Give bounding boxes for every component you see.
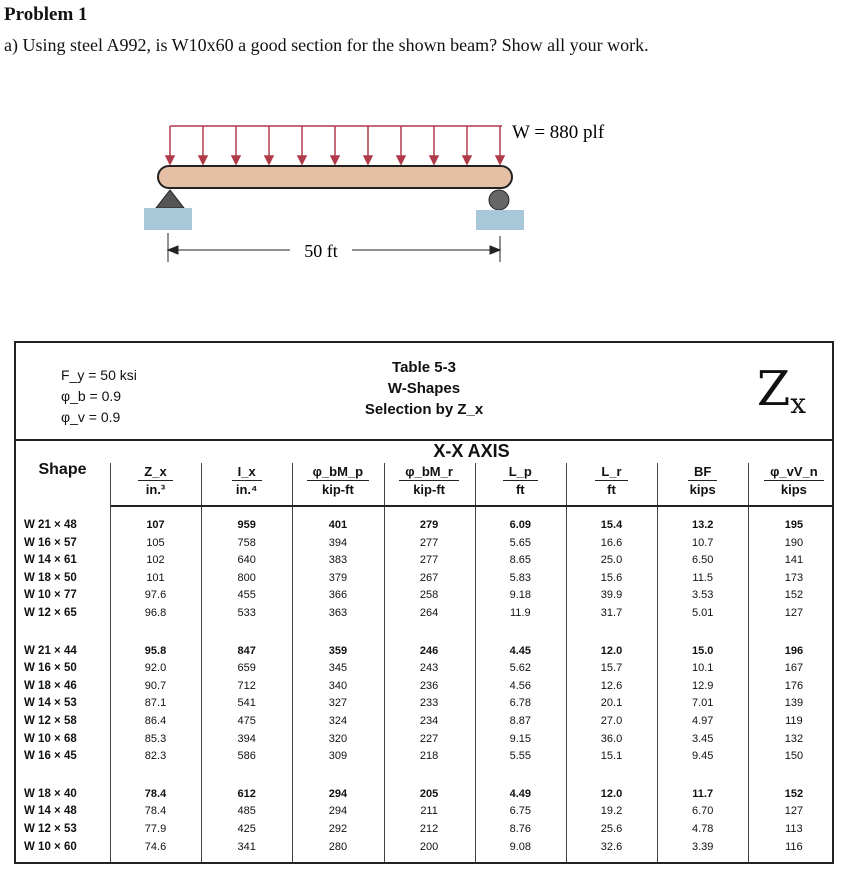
shape-cell: W 10 × 68 — [24, 732, 77, 745]
shape-cell: W 18 × 40 — [24, 787, 77, 800]
value-cell: 4.56 — [509, 679, 531, 692]
column-header — [476, 463, 565, 498]
value-cell: 8.76 — [509, 823, 531, 835]
value-cell: 236 — [419, 679, 439, 692]
table-row — [16, 660, 832, 677]
problem-title: Problem 1 — [4, 4, 88, 25]
value-cell: 95.8 — [144, 644, 167, 657]
value-cell: 6.50 — [691, 554, 714, 567]
value-cell: 141 — [784, 554, 804, 567]
value-cell: 27.0 — [600, 715, 623, 727]
problem-question: a) Using steel A992, is W10x60 a good section for the shown beam? Show all your work. — [4, 35, 649, 55]
value-cell: 394 — [237, 732, 256, 745]
column-unit: kip-ft — [322, 482, 354, 497]
value-cell: 196 — [784, 644, 804, 657]
load-label: W = 880 plf — [512, 122, 605, 143]
value-cell: 12.0 — [600, 787, 623, 800]
value-cell: 96.8 — [144, 607, 167, 619]
value-cell: 279 — [419, 519, 439, 531]
value-cell: 9.18 — [509, 589, 531, 602]
value-cell: 218 — [419, 750, 439, 763]
value-cell: 4.45 — [509, 644, 531, 657]
value-cell: 92.0 — [144, 662, 167, 675]
column-header — [293, 463, 382, 498]
load-arrowhead — [397, 156, 405, 164]
load-arrowhead — [331, 156, 339, 164]
column-symbol: I_x — [232, 463, 262, 481]
value-cell: 16.6 — [600, 536, 623, 549]
value-cell: 425 — [237, 823, 256, 835]
load-arrowhead — [496, 156, 504, 164]
value-cell: 116 — [785, 840, 803, 853]
value-cell: 959 — [237, 519, 256, 531]
value-cell: 12.6 — [600, 679, 623, 692]
value-cell: 586 — [237, 750, 256, 763]
value-cell: 10.7 — [691, 536, 714, 549]
value-cell: 227 — [419, 732, 439, 745]
value-cell: 383 — [328, 554, 348, 567]
value-cell: 401 — [328, 519, 348, 531]
value-cell: 5.01 — [691, 607, 714, 619]
value-cell: 90.7 — [144, 679, 167, 692]
shape-cell: W 14 × 48 — [24, 805, 77, 818]
pin-support — [144, 190, 192, 230]
table-row — [16, 731, 832, 748]
table-body — [16, 507, 832, 862]
table-row — [16, 678, 832, 695]
value-cell: 113 — [785, 823, 803, 835]
value-cell: 847 — [237, 644, 256, 657]
column-symbol: φ_bM_p — [307, 463, 369, 481]
value-cell: 267 — [419, 571, 439, 584]
value-cell: 233 — [419, 697, 439, 710]
shape-cell: W 21 × 44 — [24, 644, 77, 657]
shape-cell: W 21 × 48 — [24, 519, 77, 531]
value-cell: 150 — [784, 750, 804, 763]
table-title-line: W-Shapes — [387, 380, 461, 397]
value-cell: 243 — [419, 662, 439, 675]
column-header — [749, 463, 838, 498]
value-cell: 77.9 — [144, 823, 167, 835]
value-cell: 366 — [328, 589, 348, 602]
value-cell: 86.4 — [144, 715, 167, 727]
value-cell: 294 — [328, 787, 348, 800]
value-cell: 5.62 — [509, 662, 531, 675]
column-header — [658, 463, 747, 498]
value-cell: 167 — [784, 662, 804, 675]
value-cell: 12.0 — [600, 644, 623, 657]
column-unit: ft — [515, 482, 525, 497]
value-cell: 11.5 — [692, 571, 713, 584]
zx-symbol: $Z_x$ — [756, 361, 806, 420]
roller-support — [476, 190, 524, 230]
param-phiv: φ_v = 0.9 — [61, 409, 121, 425]
column-symbol: L_r — [595, 463, 627, 481]
load-arrowhead — [265, 156, 273, 164]
value-cell: 25.0 — [600, 554, 623, 567]
value-cell: 212 — [419, 823, 439, 835]
shape-cell: W 10 × 77 — [24, 589, 77, 602]
span-label: 50 ft — [304, 241, 338, 261]
column-symbol: Z_x — [138, 463, 172, 481]
value-cell: 200 — [419, 840, 439, 853]
value-cell: 11.7 — [692, 787, 714, 800]
value-cell: 4.78 — [691, 823, 714, 835]
shape-cell: W 16 × 50 — [24, 662, 77, 675]
column-symbol: BF — [688, 463, 717, 481]
value-cell: 25.6 — [600, 823, 623, 835]
table-row — [16, 695, 832, 712]
value-cell: 78.4 — [144, 805, 167, 818]
value-cell: 541 — [237, 697, 256, 710]
value-cell: 277 — [419, 536, 439, 549]
value-cell: 320 — [328, 732, 348, 745]
value-cell: 6.75 — [509, 805, 531, 818]
shape-cell: W 16 × 45 — [24, 750, 77, 763]
column-unit: kips — [689, 482, 716, 497]
value-cell: 394 — [328, 536, 348, 549]
table-row — [16, 748, 832, 765]
column-unit: kip-ft — [413, 482, 445, 497]
column-header — [385, 463, 474, 498]
value-cell: 485 — [237, 805, 256, 818]
value-cell: 345 — [328, 662, 348, 675]
shape-column-header: Shape — [38, 461, 87, 478]
value-cell: 9.45 — [691, 750, 714, 763]
axis-label: X-X AXIS — [433, 441, 510, 461]
value-cell: 9.08 — [509, 840, 531, 853]
value-cell: 15.4 — [600, 519, 623, 531]
column-unit: in.⁴ — [235, 482, 258, 497]
value-cell: 132 — [784, 732, 804, 745]
table-header-panel — [16, 343, 832, 441]
value-cell: 152 — [784, 787, 804, 800]
value-cell: 152 — [784, 589, 804, 602]
shape-cell: W 14 × 53 — [24, 697, 77, 710]
value-cell: 78.4 — [144, 787, 167, 800]
value-cell: 612 — [237, 787, 256, 800]
load-arrowhead — [199, 156, 207, 164]
value-cell: 8.65 — [509, 554, 531, 567]
shape-cell: W 16 × 57 — [24, 536, 77, 549]
value-cell: 107 — [146, 519, 165, 531]
value-cell: 176 — [784, 679, 804, 692]
column-unit: in.³ — [145, 482, 166, 497]
value-cell: 85.3 — [144, 732, 167, 745]
value-cell: 12.9 — [691, 679, 714, 692]
column-unit: ft — [607, 482, 616, 497]
value-cell: 74.6 — [144, 840, 167, 853]
value-cell: 82.3 — [144, 750, 167, 763]
load-arrowhead — [232, 156, 240, 164]
value-cell: 173 — [784, 571, 804, 584]
value-cell: 190 — [784, 536, 804, 549]
value-cell: 127 — [784, 607, 804, 619]
value-cell: 97.6 — [144, 589, 167, 602]
value-cell: 379 — [328, 571, 348, 584]
value-cell: 712 — [237, 679, 256, 692]
value-cell: 20.1 — [600, 697, 623, 710]
value-cell: 340 — [328, 679, 348, 692]
w-shapes-table — [14, 341, 834, 864]
table-row — [16, 552, 832, 569]
value-cell: 277 — [419, 554, 439, 567]
beam-diagram — [0, 0, 849, 300]
column-headers — [111, 463, 832, 507]
value-cell: 87.1 — [144, 697, 167, 710]
value-cell: 363 — [328, 607, 348, 619]
shape-cell: W 12 × 58 — [24, 715, 77, 727]
param-phib: φ_b = 0.9 — [61, 388, 122, 404]
shape-cell: W 18 × 50 — [24, 571, 77, 584]
table-row — [16, 839, 832, 856]
value-cell: 4.97 — [691, 715, 714, 727]
table-row — [16, 535, 832, 552]
value-cell: 294 — [328, 805, 348, 818]
value-cell: 234 — [419, 715, 439, 727]
value-cell: 105 — [146, 536, 165, 549]
value-cell: 6.09 — [509, 519, 531, 531]
value-cell: 10.1 — [691, 662, 714, 675]
value-cell: 3.39 — [691, 840, 714, 853]
table-row — [16, 821, 832, 838]
value-cell: 246 — [419, 644, 439, 657]
value-cell: 341 — [237, 840, 256, 853]
column-unit: kips — [780, 482, 807, 497]
table-row — [16, 643, 832, 660]
value-cell: 327 — [328, 697, 348, 710]
column-symbol: φ_bM_r — [399, 463, 459, 481]
value-cell: 5.65 — [509, 536, 531, 549]
value-cell: 39.9 — [600, 589, 623, 602]
value-cell: 455 — [237, 589, 256, 602]
value-cell: 280 — [328, 840, 348, 853]
value-cell: 309 — [328, 750, 348, 763]
value-cell: 758 — [237, 536, 256, 549]
distributed-load — [166, 126, 504, 164]
value-cell: 4.49 — [509, 787, 531, 800]
table-row — [16, 803, 832, 820]
column-symbol: φ_vV_n — [764, 463, 824, 481]
shape-cell: W 10 × 60 — [24, 840, 77, 853]
value-cell: 292 — [328, 823, 348, 835]
value-cell: 640 — [237, 554, 256, 567]
load-arrowhead — [166, 156, 174, 164]
value-cell: 8.87 — [509, 715, 531, 727]
value-cell: 139 — [784, 697, 804, 710]
value-cell: 119 — [785, 715, 803, 727]
value-cell: 102 — [146, 554, 165, 567]
value-cell: 5.83 — [509, 571, 531, 584]
table-row — [16, 587, 832, 604]
value-cell: 13.2 — [691, 519, 714, 531]
value-cell: 15.7 — [600, 662, 623, 675]
value-cell: 36.0 — [600, 732, 623, 745]
value-cell: 15.6 — [600, 571, 623, 584]
value-cell: 800 — [237, 571, 256, 584]
load-arrowhead — [430, 156, 438, 164]
beam-body — [158, 166, 512, 188]
load-arrowhead — [364, 156, 372, 164]
table-row — [16, 713, 832, 730]
shape-cell: W 18 × 46 — [24, 679, 77, 692]
value-cell: 5.55 — [509, 750, 531, 763]
value-cell: 31.7 — [600, 607, 623, 619]
load-arrowhead — [463, 156, 471, 164]
param-fy: F_y = 50 ksi — [61, 367, 137, 383]
shape-cell: W 14 × 61 — [24, 554, 77, 567]
load-arrowhead — [298, 156, 306, 164]
value-cell: 127 — [784, 805, 804, 818]
value-cell: 659 — [237, 662, 256, 675]
value-cell: 9.15 — [509, 732, 531, 745]
value-cell: 258 — [419, 589, 439, 602]
value-cell: 205 — [419, 787, 439, 800]
value-cell: 3.45 — [691, 732, 714, 745]
value-cell: 6.70 — [691, 805, 714, 818]
value-cell: 15.0 — [691, 644, 714, 657]
column-header — [202, 463, 291, 498]
shape-cell: W 12 × 53 — [24, 823, 77, 835]
table-row — [16, 517, 832, 534]
value-cell: 6.78 — [509, 697, 531, 710]
value-cell: 264 — [419, 607, 439, 619]
value-cell: 32.6 — [600, 840, 623, 853]
value-cell: 3.53 — [691, 589, 714, 602]
value-cell: 7.01 — [691, 697, 714, 710]
value-cell: 359 — [328, 644, 348, 657]
value-cell: 101 — [146, 571, 165, 584]
table-row — [16, 570, 832, 587]
column-header — [567, 463, 656, 498]
shape-cell: W 12 × 65 — [24, 607, 77, 619]
column-symbol: L_p — [503, 463, 538, 481]
column-header — [111, 463, 200, 498]
value-cell: 533 — [237, 607, 256, 619]
value-cell: 324 — [328, 715, 348, 727]
table-title — [16, 357, 832, 420]
table-row — [16, 605, 832, 622]
value-cell: 15.1 — [600, 750, 623, 763]
value-cell: 11.9 — [510, 607, 531, 619]
value-cell: 211 — [420, 805, 438, 818]
table-title-line: Table 5-3 — [392, 359, 456, 376]
table-title-line: Selection by Z_x — [364, 401, 484, 418]
table-row — [16, 786, 832, 803]
value-cell: 19.2 — [600, 805, 623, 818]
value-cell: 475 — [237, 715, 256, 727]
value-cell: 195 — [784, 519, 804, 531]
